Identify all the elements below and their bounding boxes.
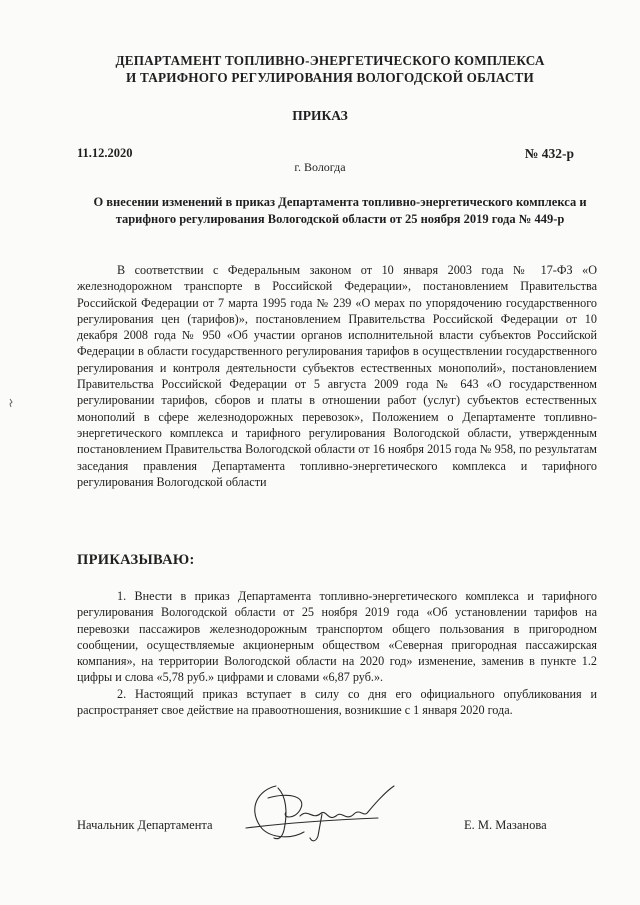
header-line-1: ДЕПАРТАМЕНТ ТОПЛИВНО-ЭНЕРГЕТИЧЕСКОГО КОМПЛЕКСА — [115, 53, 545, 68]
scan-artifact-mark — [8, 398, 14, 408]
header-line-2: И ТАРИФНОГО РЕГУЛИРОВАНИЯ ВОЛОГОДСКОЙ ОБЛАСТИ — [125, 70, 534, 85]
document-subject: О внесении изменений в приказ Департамента топливно-энергетического комплекса и тарифного регулирования Вологодской области от 25 ноября 2019 года № 449-р — [93, 195, 587, 226]
orders-heading: ПРИКАЗЫВАЮ: — [77, 552, 195, 568]
order-item-1: 1. Внести в приказ Департамента топливно-энергетического комплекса и тарифного регулирования Вологодской области от 25 ноября 2019 года «Об установлении тарифов на перевозки пассажиров железнодорожным транспортом общего пользования в пригородном сообщении, осуществляемые акционерным обществом «Северная пригородная пассажирская компания», на территории Вологодской области на 2020 год» изменение, заменив в пункте 1.2 цифры и слова «5,78 руб.» цифрами и словами «6,87 руб.». — [77, 589, 597, 685]
document-number: № 432-р — [524, 146, 574, 161]
order-items — [77, 588, 597, 718]
signature-row — [77, 818, 597, 838]
department-header — [60, 52, 600, 86]
document-date: 11.12.2020 — [77, 146, 133, 160]
signatory-position: Начальник Департамента — [77, 818, 213, 832]
document-city: г. Вологда — [294, 160, 346, 174]
order-item-2: 2. Настоящий приказ вступает в силу со дня его официального опубликования и распространяет свое действие на правоотношения, возникшие с 1 января 2020 года. — [77, 686, 597, 718]
signatory-name: Е. М. Мазанова — [464, 818, 547, 832]
document-type: ПРИКАЗ — [292, 108, 348, 123]
preamble-text: В соответствии с Федеральным законом от 10 января 2003 года № 17-ФЗ «О железнодорожном транспорте в Российской Федерации», постановлением Правительства Российской Федерации от 7 марта 1995 года № 239 «О мерах по упорядочению государственного регулирования цен (тарифов)», постановлением Правительства Российской Федерации от 10 декабря 2008 года № 950 «Об участии органов исполнительной власти субъектов Российской Федерации в области государственного регулирования тарифов в осуществлении государственного регулирования и контроля деятельности субъектов естественных монополий», постановлением Правительства Российской Федерации от 5 августа 2009 года № 643 «О государственном регулировании тарифов, сборов и платы в отношении работ (услуг) субъектов естественных монополий в сфере железнодорожных перевозок», Положением о Департаменте топливно-энергетического комплекса и тарифного регулирования Вологодской области, утвержденным постановлением Правительства Вологодской области от 16 ноября 2015 года № 958, по результатам заседания правления Департамента топливно-энергетического комплекса и тарифного регулирования Вологодской области — [77, 263, 597, 489]
preamble — [77, 262, 597, 490]
